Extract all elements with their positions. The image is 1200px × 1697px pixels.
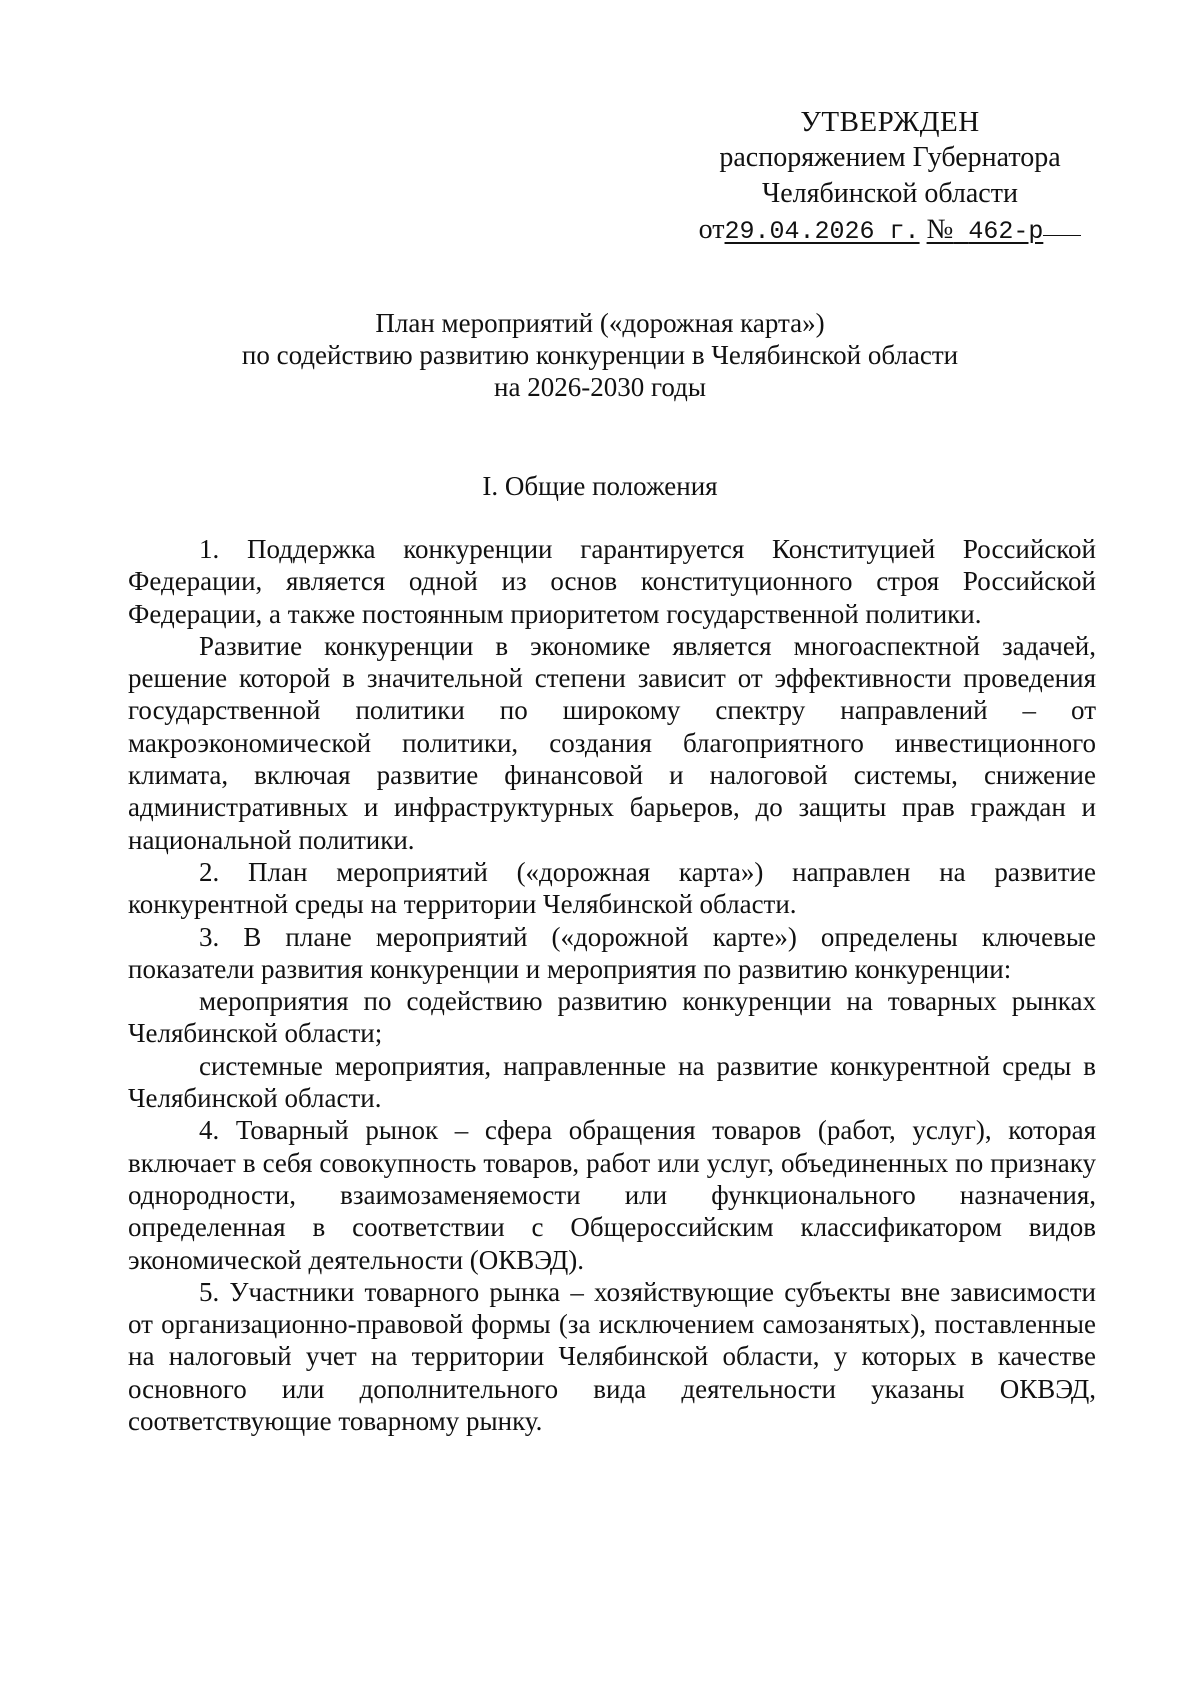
document-title [130,307,1070,403]
approval-underline-tail [1043,234,1081,236]
approval-line-order: распоряжением Губернатора [719,142,1061,173]
paragraph-3: 2. План мероприятий («дорожная карта») направлен на развитие конкурентной среды на территории Челябинской области. [128,856,1096,920]
title-line-3: на 2026-2030 годы [494,372,706,402]
approval-from-prefix: от [698,214,725,245]
approval-number: 462-р [968,217,1044,246]
paragraph-6: системные мероприятия, направленные на развитие конкурентной среды в Челябинской области. [128,1050,1096,1114]
approval-number-sign: № [926,214,954,245]
paragraph-8: 5. Участники товарного рынка – хозяйствующие субъекты вне зависимости от организационно-правовой формы (за исключением самозанятых), поставленные на налоговый учет на территории Челябинской области, у которых в качестве основного или дополнительного вида деятельности указаны ОКВЭД, соответствующие товарному рынку. [128,1276,1096,1437]
title-line-1: План мероприятий («дорожная карта») [375,308,825,338]
approval-line-region: Челябинской области [762,178,1018,209]
approval-stamp-block [690,104,1090,250]
approval-date: 29.04.2026 г. [724,217,920,246]
approval-date-line [690,212,1090,250]
paragraph-7: 4. Товарный рынок – сфера обращения товаров (работ, услуг), которая включает в себя совокупность товаров, работ или услуг, объединенных по признаку однородности, взаимозаменяемости или функционального назначения, определенная в соответствии с Общероссийским классификатором видов экономической деятельности (ОКВЭД). [128,1115,1096,1275]
paragraph-1: 1. Поддержка конкуренции гарантируется Конституцией Российской Федерации, является одной из основ конституционного строя Российской Федерации, а также постоянным приоритетом государственной политики. [128,534,1096,629]
paragraph-4: 3. В плане мероприятий («дорожной карте») определены ключевые показатели развития конкуренции и мероприятия по развитию конкуренции: [128,921,1096,984]
approval-heading: УТВЕРЖДЕН [800,106,980,138]
title-line-2: по содействию развитию конкуренции в Челябинской области [241,340,959,370]
paragraph-2: Развитие конкуренции в экономике является многоаспектной задачей, решение которой в значительной степени зависит от эффективности проведения государственной политики по широкому спектру направлений – от макроэкономической политики, создания благоприятного инвестиционного климата, включая развитие финансовой и налоговой системы, снижение административных и инфраструктурных барьеров, до защиты прав граждан и национальной политики. [128,630,1096,855]
paragraph-5: мероприятия по содействию развитию конкуренции на товарных рынках Челябинской области; [128,986,1096,1049]
section-heading: I. Общие положения [482,471,718,501]
document-body [128,533,1096,1437]
